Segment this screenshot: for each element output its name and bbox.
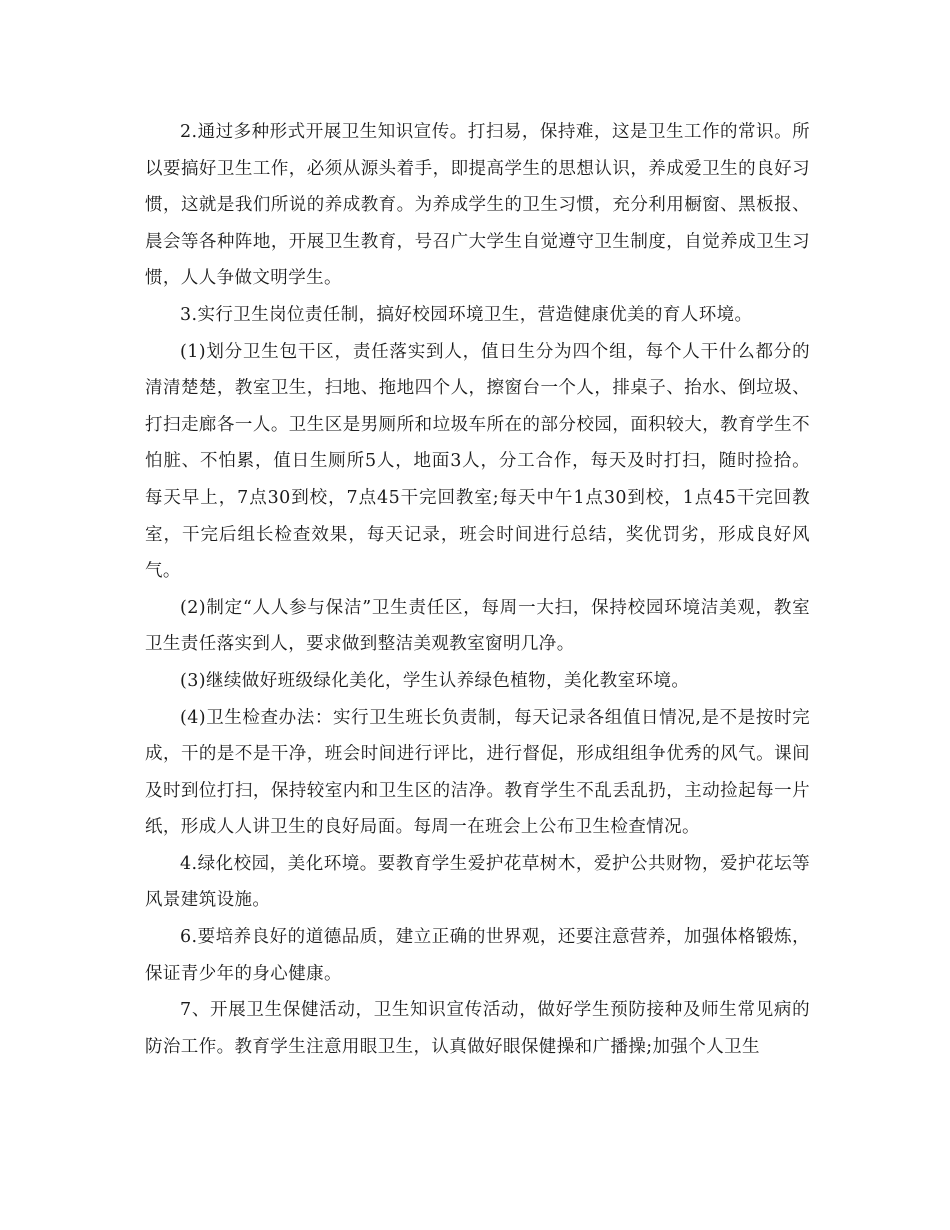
paragraph-inspection-method: (4)卫生检查办法：实行卫生班长负责制，每天记录各组值日情况,是不是按时完成，干的是不是干净，班会时间进行评比，进行督促，形成组组争优秀的风气。课间及时到位打扫，保持较室内和卫生区的洁净。教育学生不乱丢乱扔，主动捡起每一片纸，形成人人讲卫生的良好局面。每周一在班会上公布卫生检查情况。 [145,707,810,838]
paragraph-moral-health: 6.要培养良好的道德品质，建立正确的世界观，还要注意营养，加强体格锻炼，保证青少年的身心健康。 [145,927,810,984]
paragraph-class-greening: (3)继续做好班级绿化美化，学生认养绿色植物，美化教室环境。 [180,670,690,691]
paragraph-campus-greening: 4.绿化校园，美化环境。要教育学生爱护花草树木，爱护公共财物，爱护花坛等风景建筑设施。 [145,853,810,911]
paragraph-cleaning-zones: (1)划分卫生包干区，责任落实到人，值日生分为四个组，每个人干什么都分的清清楚楚，教室卫生，扫地、拖地四个人，擦窗台一个人，排桌子、抬水、倒垃圾、打扫走廊各一人。卫生区是男厕所和垃圾车所在的部分校园，面积较大，教育学生不怕脏、不怕累，值日生厕所5人，地面3人，分工合作，每天及时打扫，随时捡拾。每天早上，7点30到校，7点45干完回教室;每天中午1点30到校，1点45干完回教室，干完后组长检查效果，每天记录，班会时间进行总结，奖优罚劣，形成良好风气。 [145,341,810,582]
paragraph-health-activities: 7、开展卫生保健活动，卫生知识宣传活动，做好学生预防接种及师生常见病的防治工作。教育学生注意用眼卫生，认真做好眼保健操和广播操;加强个人卫生 [145,1000,810,1057]
document-body [145,114,810,1065]
paragraph-responsibility-system: 3.实行卫生岗位责任制，搞好校园环境卫生，营造健康优美的育人环境。 [180,304,753,325]
paragraph-cleaning-responsibility: (2)制定“人人参与保洁”卫生责任区，每周一大扫，保持校园环境洁美观，教室卫生责任落实到人，要求做到整洁美观教室窗明几净。 [145,597,810,655]
paragraph-hygiene-publicity: 2.通过多种形式开展卫生知识宣传。打扫易，保持难，这是卫生工作的常识。所以要搞好卫生工作，必须从源头着手，即提高学生的思想认识，养成爱卫生的良好习惯，这就是我们所说的养成教育。为养成学生的卫生习惯，充分利用橱窗、黑板报、晨会等各种阵地，开展卫生教育，号召广大学生自觉遵守卫生制度，自觉养成卫生习惯，人人争做文明学生。 [145,122,810,289]
